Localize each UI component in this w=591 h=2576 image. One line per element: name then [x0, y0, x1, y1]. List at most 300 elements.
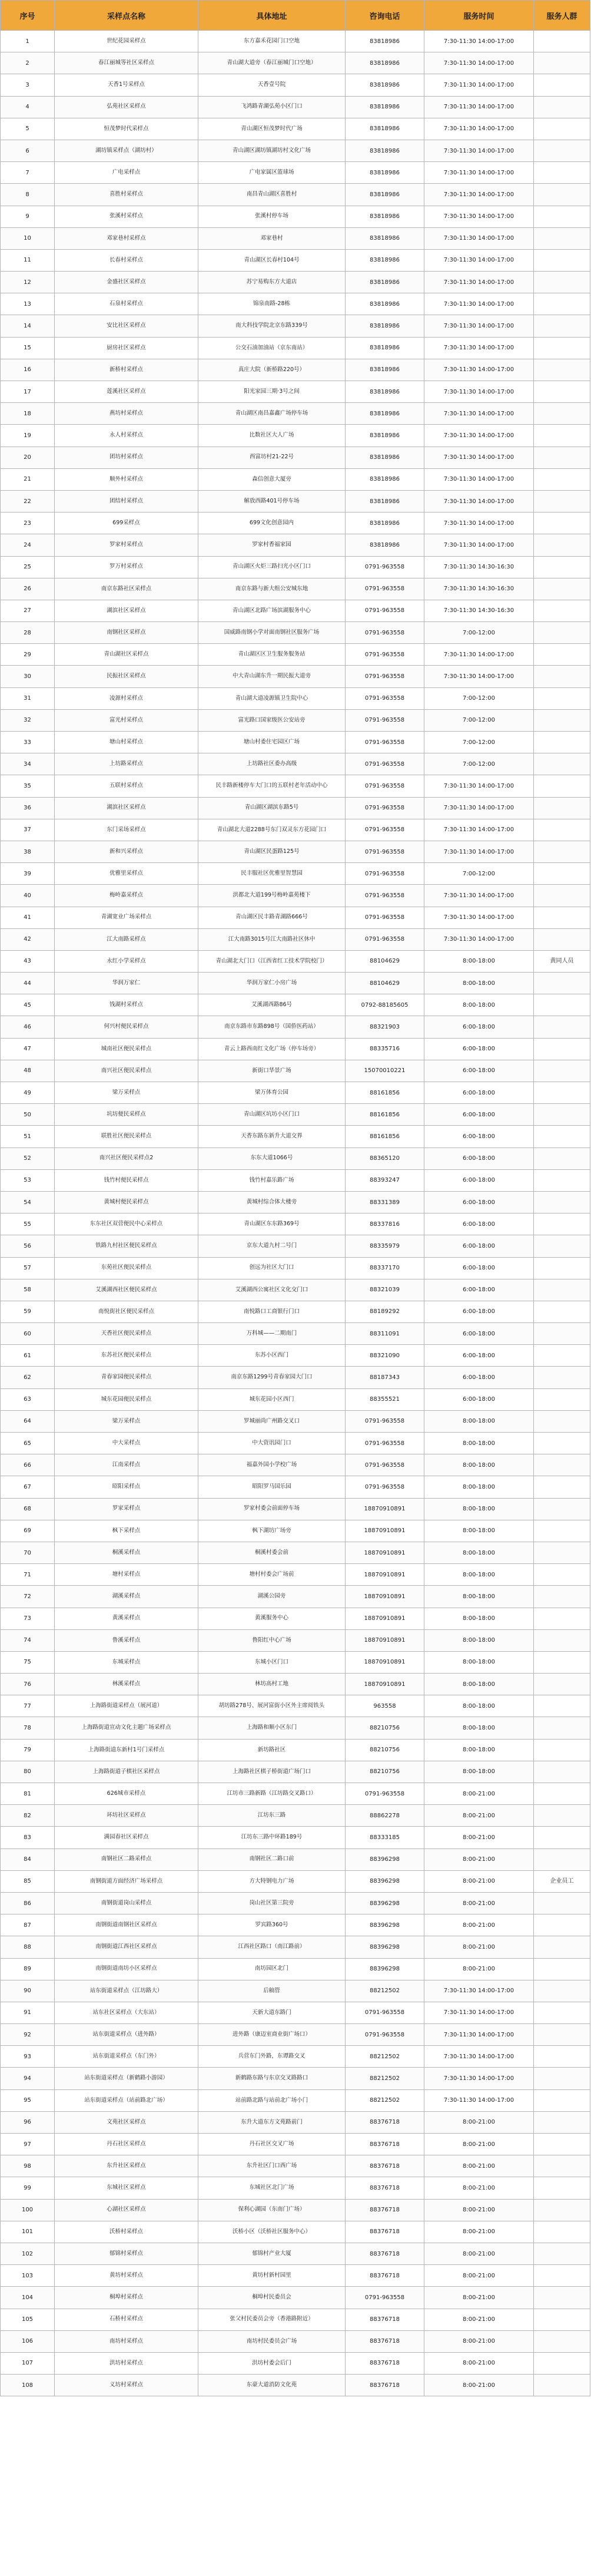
table-row — [1, 1848, 590, 1870]
row-index: 32 — [1, 709, 55, 731]
phone: 0791-963558 — [346, 687, 424, 709]
service-time: 7:30-11:30 14:00-17:00 — [424, 644, 534, 666]
service-group — [534, 534, 590, 556]
address: 艾溪湖西公寓社区文化交门口 — [198, 1279, 346, 1301]
address: 中大资讯园门口 — [198, 1433, 346, 1454]
table-row — [1, 775, 590, 797]
service-time: 6:00-18:00 — [424, 1323, 534, 1345]
service-group — [534, 1082, 590, 1104]
service-group — [534, 1301, 590, 1322]
row-index: 80 — [1, 1761, 55, 1783]
service-time: 7:30-11:30 14:00-17:00 — [424, 447, 534, 468]
address: 青山湖大道凌源镇卫生院中心 — [198, 687, 346, 709]
row-index: 7 — [1, 162, 55, 184]
site-name: 东门采场采样点 — [55, 819, 198, 841]
site-name: 青山湖社区采样点 — [55, 644, 198, 666]
table-row — [1, 52, 590, 74]
header-address: 具体地址 — [198, 1, 346, 31]
table-row — [1, 2002, 590, 2023]
row-index: 64 — [1, 1410, 55, 1432]
service-group — [534, 1498, 590, 1520]
address: 丹石社区交叉广场 — [198, 2134, 346, 2155]
row-index: 87 — [1, 1914, 55, 1936]
service-group — [534, 1126, 590, 1148]
service-time: 6:00-18:00 — [424, 1126, 534, 1148]
table-row — [1, 2024, 590, 2046]
service-time: 6:00-18:00 — [424, 1367, 534, 1388]
row-index: 8 — [1, 184, 55, 206]
service-group — [534, 1454, 590, 1476]
service-group — [534, 709, 590, 731]
service-group — [534, 227, 590, 249]
service-group — [534, 622, 590, 644]
site-name: 顺外村采样点 — [55, 468, 198, 490]
address: 东升大道东方文苑路前门 — [198, 2111, 346, 2133]
phone: 83818986 — [346, 272, 424, 293]
phone: 83818986 — [346, 52, 424, 74]
service-time: 7:30-11:30 14:00-17:00 — [424, 841, 534, 862]
phone: 18870910891 — [346, 1520, 424, 1542]
site-name: 春江丽城等社区采样点 — [55, 52, 198, 74]
table-row — [1, 272, 590, 293]
phone: 83818986 — [346, 249, 424, 271]
service-group — [534, 272, 590, 293]
row-index: 102 — [1, 2243, 55, 2264]
phone: 88189292 — [346, 1301, 424, 1322]
row-index: 48 — [1, 1060, 55, 1082]
phone: 0791-963558 — [346, 753, 424, 775]
address: 青山湖区火炬三路扫光小区门口 — [198, 556, 346, 578]
service-group — [534, 315, 590, 337]
site-name: 沃桥村采样点 — [55, 2221, 198, 2243]
row-index: 105 — [1, 2309, 55, 2330]
phone: 0791-963558 — [346, 1454, 424, 1476]
service-group — [534, 1958, 590, 1980]
phone: 88396298 — [346, 1870, 424, 1892]
row-index: 92 — [1, 2024, 55, 2046]
phone: 88376718 — [346, 2330, 424, 2352]
phone: 83818986 — [346, 74, 424, 96]
address: 艾溪湖西路86号 — [198, 994, 346, 1016]
table-row — [1, 1104, 590, 1126]
row-index: 71 — [1, 1564, 55, 1586]
table-row — [1, 1301, 590, 1322]
phone: 88376718 — [346, 2352, 424, 2374]
service-time: 8:00-21:00 — [424, 1783, 534, 1805]
phone: 83818986 — [346, 140, 424, 161]
row-index: 39 — [1, 863, 55, 885]
phone: 83818986 — [346, 184, 424, 206]
service-group — [534, 2111, 590, 2133]
site-name: 钱竹村便民采样点 — [55, 1169, 198, 1191]
address: 枫下湖坊广场旁 — [198, 1520, 346, 1542]
row-index: 17 — [1, 381, 55, 403]
row-index: 79 — [1, 1739, 55, 1761]
address: 罗城丽尚广州路交叉口 — [198, 1410, 346, 1432]
table-row — [1, 1783, 590, 1805]
phone: 88210756 — [346, 1739, 424, 1761]
site-name: 站东街道采样点（进外路） — [55, 2024, 198, 2046]
row-index: 74 — [1, 1629, 55, 1651]
site-name: 长春村采样点 — [55, 249, 198, 271]
service-group — [534, 337, 590, 359]
phone: 0791-963558 — [346, 709, 424, 731]
service-time: 7:30-11:30 14:00-17:00 — [424, 2002, 534, 2023]
site-name: 金盛社区采样点 — [55, 272, 198, 293]
row-index: 6 — [1, 140, 55, 161]
site-name: 环坊社区采样点 — [55, 1805, 198, 1827]
table-row — [1, 2265, 590, 2287]
service-time: 8:00-18:00 — [424, 1717, 534, 1739]
phone: 88376718 — [346, 2155, 424, 2177]
phone: 0791-963558 — [346, 1783, 424, 1805]
table-row — [1, 403, 590, 425]
table-row — [1, 644, 590, 666]
row-index: 11 — [1, 249, 55, 271]
table-row — [1, 2352, 590, 2374]
row-index: 78 — [1, 1717, 55, 1739]
service-group — [534, 162, 590, 184]
service-time: 8:00-18:00 — [424, 1454, 534, 1476]
address: 森信创意大厦旁 — [198, 468, 346, 490]
service-time: 6:00-18:00 — [424, 1213, 534, 1235]
phone: 88210756 — [346, 1717, 424, 1739]
service-group — [534, 381, 590, 403]
table-row — [1, 1323, 590, 1345]
table-row — [1, 753, 590, 775]
address: 国威路南钢小学对面南钢社区服务广场 — [198, 622, 346, 644]
service-time: 8:00-21:00 — [424, 2155, 534, 2177]
site-name: 联胜社区便民采样点 — [55, 1126, 198, 1148]
table-row — [1, 468, 590, 490]
service-time: 8:00-21:00 — [424, 2221, 534, 2243]
site-name: 黄溪采样点 — [55, 1608, 198, 1629]
table-row — [1, 1564, 590, 1586]
row-index: 4 — [1, 96, 55, 118]
service-group — [534, 2134, 590, 2155]
phone: 83818986 — [346, 490, 424, 512]
phone: 88376718 — [346, 2221, 424, 2243]
phone: 88104629 — [346, 950, 424, 972]
service-group — [534, 1651, 590, 1673]
address: 桐溪村委会前 — [198, 1542, 346, 1563]
table-row — [1, 1433, 590, 1454]
service-time: 7:30-11:30 14:00-17:00 — [424, 206, 534, 227]
phone: 0791-963558 — [346, 928, 424, 950]
site-name: 东苑社区便民采样点 — [55, 1257, 198, 1279]
service-group — [534, 118, 590, 140]
service-time: 8:00-21:00 — [424, 1958, 534, 1980]
address: 南悦路口工商银行门口 — [198, 1301, 346, 1322]
service-time: 7:30-11:30 14:00-17:00 — [424, 928, 534, 950]
table-row — [1, 2111, 590, 2133]
service-time: 8:00-18:00 — [424, 1520, 534, 1542]
table-row — [1, 950, 590, 972]
table-row — [1, 1520, 590, 1542]
row-index: 19 — [1, 425, 55, 447]
table-row — [1, 1126, 590, 1148]
table-row — [1, 1060, 590, 1082]
address: 梁万体育公园 — [198, 1082, 346, 1104]
service-group — [534, 1914, 590, 1936]
address: 天香壹号院 — [198, 74, 346, 96]
service-time: 6:00-18:00 — [424, 1345, 534, 1367]
address: 民丰路新楼停车大门口的五联村老年活动中心 — [198, 775, 346, 797]
service-group — [534, 1739, 590, 1761]
service-time: 8:00-21:00 — [424, 2352, 534, 2374]
service-group — [534, 578, 590, 600]
service-group — [534, 1892, 590, 1914]
phone: 83818986 — [346, 468, 424, 490]
row-index: 57 — [1, 1257, 55, 1279]
site-name: 石桥村采样点 — [55, 2309, 198, 2330]
row-index: 22 — [1, 490, 55, 512]
phone: 0791-963558 — [346, 578, 424, 600]
service-group — [534, 687, 590, 709]
row-index: 81 — [1, 1783, 55, 1805]
address: 钱竹村嘉乐路广场 — [198, 1169, 346, 1191]
service-time: 7:00-12:00 — [424, 753, 534, 775]
row-index: 85 — [1, 1870, 55, 1892]
site-name: 南兴社区便民采样点2 — [55, 1148, 198, 1169]
row-index: 52 — [1, 1148, 55, 1169]
address: 青山湖北大门口（江西省红工技术学院校门） — [198, 950, 346, 972]
service-time: 7:30-11:30 14:00-17:00 — [424, 666, 534, 687]
row-index: 29 — [1, 644, 55, 666]
address: 沃桥小区（沃桥社区服务中心） — [198, 2221, 346, 2243]
service-group — [534, 1564, 590, 1586]
address: 飞鸿路青湖弘苑小区门口 — [198, 96, 346, 118]
table-row — [1, 2221, 590, 2243]
phone: 88321903 — [346, 1016, 424, 1038]
table-row — [1, 118, 590, 140]
site-name: 恒茂梦时代采样点 — [55, 118, 198, 140]
row-index: 5 — [1, 118, 55, 140]
service-time: 7:30-11:30 14:00-17:00 — [424, 468, 534, 490]
row-index: 37 — [1, 819, 55, 841]
table-row — [1, 863, 590, 885]
phone: 88212502 — [346, 2089, 424, 2111]
site-name: 南坊村采样点 — [55, 2330, 198, 2352]
row-index: 51 — [1, 1126, 55, 1148]
row-index: 20 — [1, 447, 55, 468]
phone: 88104629 — [346, 973, 424, 994]
table-row — [1, 709, 590, 731]
table-row — [1, 140, 590, 161]
phone: 88335979 — [346, 1235, 424, 1257]
service-group — [534, 1433, 590, 1454]
table-row — [1, 1016, 590, 1038]
service-time: 8:00-18:00 — [424, 1542, 534, 1563]
service-group — [534, 2375, 590, 2396]
site-name: 郁锦村采样点 — [55, 2243, 198, 2264]
service-group — [534, 2287, 590, 2309]
service-time: 8:00-21:00 — [424, 2309, 534, 2330]
service-group — [534, 96, 590, 118]
table-row — [1, 1870, 590, 1892]
address: 青山湖区湖滨东路5号 — [198, 797, 346, 819]
site-name: 新和兴采样点 — [55, 841, 198, 862]
site-name: 上海路街道宣动文化主题广场采样点 — [55, 1717, 198, 1739]
service-time: 6:00-18:00 — [424, 1016, 534, 1038]
service-time: 7:30-11:30 14:00-17:00 — [424, 1980, 534, 2002]
service-group — [534, 74, 590, 96]
address: 江坊东三路中环路189号 — [198, 1827, 346, 1848]
service-group — [534, 644, 590, 666]
row-index: 67 — [1, 1476, 55, 1498]
phone: 88161856 — [346, 1082, 424, 1104]
phone: 88321090 — [346, 1345, 424, 1367]
table-row — [1, 249, 590, 271]
site-name: 民振社区采样点 — [55, 666, 198, 687]
row-index: 50 — [1, 1104, 55, 1126]
service-time: 7:30-11:30 14:00-17:00 — [424, 534, 534, 556]
phone: 0791-963558 — [346, 885, 424, 907]
table-row — [1, 1629, 590, 1651]
address: 华润万家仁小房广场 — [198, 973, 346, 994]
service-group — [534, 907, 590, 928]
phone: 963558 — [346, 1695, 424, 1717]
address: 新鹤路东路与东京交叉路路口 — [198, 2068, 346, 2089]
address: 上坊路社区委办高级 — [198, 753, 346, 775]
site-name: 南钢街道方面经济广场采样点 — [55, 1870, 198, 1892]
phone: 15070010221 — [346, 1060, 424, 1082]
site-name: 永红小学采样点 — [55, 950, 198, 972]
service-time: 6:00-18:00 — [424, 1191, 534, 1213]
service-group — [534, 1323, 590, 1345]
row-index: 90 — [1, 1980, 55, 2002]
phone: 0792-88185605 — [346, 994, 424, 1016]
service-group — [534, 1848, 590, 1870]
address: 郁锦村产业大厦 — [198, 2243, 346, 2264]
phone: 0791-963558 — [346, 556, 424, 578]
table-row — [1, 1191, 590, 1213]
address: 创远为社区大门口 — [198, 1257, 346, 1279]
site-name: 东升社区采样点 — [55, 2155, 198, 2177]
row-index: 62 — [1, 1367, 55, 1388]
address: 洪坊村委会后门 — [198, 2352, 346, 2374]
service-group — [534, 1805, 590, 1827]
site-name: 燕坊村采样点 — [55, 403, 198, 425]
service-group — [534, 2352, 590, 2374]
phone: 18870910891 — [346, 1629, 424, 1651]
service-group — [534, 1388, 590, 1410]
phone: 0791-963558 — [346, 1476, 424, 1498]
address: 方大特钢电力广场 — [198, 1870, 346, 1892]
table-row — [1, 2287, 590, 2309]
table-row — [1, 31, 590, 52]
address: 青云上路西南红文化广场（停车场旁） — [198, 1038, 346, 1060]
address: 西富坊村21-22号 — [198, 447, 346, 468]
table-row — [1, 2243, 590, 2264]
phone: 88187343 — [346, 1367, 424, 1388]
row-index: 99 — [1, 2177, 55, 2199]
phone: 88396298 — [346, 1914, 424, 1936]
header-phone: 咨询电话 — [346, 1, 424, 31]
address: 邓家巷村 — [198, 227, 346, 249]
table-row — [1, 1827, 590, 1848]
row-index: 103 — [1, 2265, 55, 2287]
service-group — [534, 1761, 590, 1783]
address: 东东大道1066号 — [198, 1148, 346, 1169]
service-group — [534, 140, 590, 161]
service-time: 7:30-11:30 14:00-17:00 — [424, 359, 534, 381]
phone: 88335716 — [346, 1038, 424, 1060]
service-group — [534, 1191, 590, 1213]
address: 东豪大道消防文化苑 — [198, 2375, 346, 2396]
site-name: 东苏社区便民采样点 — [55, 1345, 198, 1367]
table-row — [1, 666, 590, 687]
row-index: 100 — [1, 2199, 55, 2221]
service-time: 8:00-21:00 — [424, 1892, 534, 1914]
site-name: 新桥村采样点 — [55, 359, 198, 381]
service-time: 7:30-11:30 14:00-17:00 — [424, 403, 534, 425]
site-name: 文苑社区采样点 — [55, 2111, 198, 2133]
row-index: 36 — [1, 797, 55, 819]
site-name: 城南社区便民采样点 — [55, 1038, 198, 1060]
table-row — [1, 512, 590, 534]
phone: 83818986 — [346, 512, 424, 534]
table-row — [1, 490, 590, 512]
phone: 88396298 — [346, 1892, 424, 1914]
address: 福嘉外国小学校广场 — [198, 1454, 346, 1476]
row-index: 98 — [1, 2155, 55, 2177]
address: 新坊路社区 — [198, 1739, 346, 1761]
site-name: 南钢社区采样点 — [55, 622, 198, 644]
row-index: 66 — [1, 1454, 55, 1476]
address: 京东大道九村二号门 — [198, 1235, 346, 1257]
service-time: 7:30-11:30 14:00-17:00 — [424, 184, 534, 206]
table-row — [1, 293, 590, 315]
site-name: 华润万家仁 — [55, 973, 198, 994]
site-name: 上海路街道子棋社区采样点 — [55, 1761, 198, 1783]
table-row — [1, 1651, 590, 1673]
table-row — [1, 1761, 590, 1783]
service-group — [534, 2265, 590, 2287]
address: 江大南路3015号江大南路社区休中 — [198, 928, 346, 950]
header-index: 序号 — [1, 1, 55, 31]
row-index: 69 — [1, 1520, 55, 1542]
service-time: 8:00-21:00 — [424, 1805, 534, 1827]
address: 青山湖区东东路369号 — [198, 1213, 346, 1235]
address: 江坊东三路 — [198, 1805, 346, 1827]
table-row — [1, 2309, 590, 2330]
service-group — [534, 1345, 590, 1367]
phone: 83818986 — [346, 162, 424, 184]
table-row — [1, 2199, 590, 2221]
service-time: 8:00-18:00 — [424, 1761, 534, 1783]
service-time: 7:30-11:30 14:00-17:00 — [424, 96, 534, 118]
site-name: 东城社区采样点 — [55, 2177, 198, 2199]
service-time: 8:00-18:00 — [424, 1629, 534, 1651]
service-group — [534, 512, 590, 534]
site-name: 南兴社区便民采样点 — [55, 1060, 198, 1082]
service-group — [534, 2002, 590, 2023]
address: 桐埠村民委员会 — [198, 2287, 346, 2309]
site-name: 城东花园便民采样点 — [55, 1388, 198, 1410]
table-row — [1, 359, 590, 381]
table-row — [1, 447, 590, 468]
phone: 83818986 — [346, 534, 424, 556]
row-index: 31 — [1, 687, 55, 709]
table-row — [1, 227, 590, 249]
table-row — [1, 1169, 590, 1191]
site-name: 石泉村采样点 — [55, 293, 198, 315]
service-time: 7:30-11:30 14:00-17:00 — [424, 249, 534, 271]
address: 张父村民委员会旁（香港路附近） — [198, 2309, 346, 2330]
address: 青山湖区民丰路青湖路666号 — [198, 907, 346, 928]
service-group — [534, 1257, 590, 1279]
